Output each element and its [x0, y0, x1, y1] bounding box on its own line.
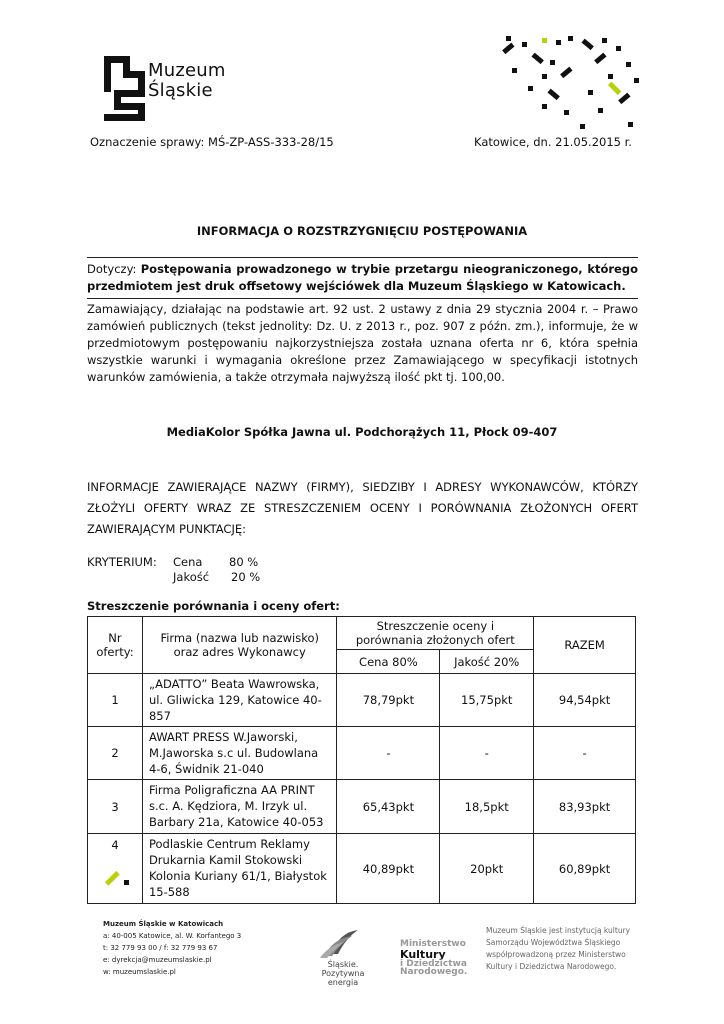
information-heading: INFORMACJE ZAWIERAJĄCE NAZWY (FIRMY), SIEDZIBY I ADRESY WYKONAWCÓW, KTÓRZY ZŁOŻYLI OFERTY WRAZ ZE STRESZCZENIEM OCENY I PORÓWNANIA ZŁOŻONYCH OFERT ZAWIERAJĄCYM PUNKTACJĘ:: [87, 480, 638, 536]
cell-firm: Podlaskie Centrum Reklamy Drukarnia Kamil Stokowski Kolonia Kuriany 61/1, Białystok 15-588: [142, 834, 337, 904]
regarding-text: Postępowania prowadzonego w trybie przetargu nieograniczonego, którego przedmiotem jest druk offsetowy wejściówek dla Muzeum Śląskiego w Katowicach.: [87, 262, 638, 293]
museum-logo-text: [148, 61, 226, 101]
ministry-line-2: Kultury: [400, 947, 446, 961]
note-line-3: współprowadzoną przez Ministerstwo: [486, 950, 626, 959]
footer-email[interactable]: e: dyrekcja@muzeumslaskie.pl: [103, 956, 212, 964]
cell-nr: 1: [88, 674, 143, 727]
note-line-1: Muzeum Śląskie jest instytucją kultury: [486, 926, 631, 935]
ministry-line-3: i Dziedzictwa: [400, 958, 467, 969]
cell-total: 94,54pkt: [534, 674, 636, 727]
logo-line-1: Muzeum: [148, 60, 226, 81]
logo-line-2: Śląskie: [148, 80, 213, 101]
slaskie-line-2: Pozytywna energia: [321, 969, 365, 987]
cell-quality: 18,5pkt: [440, 780, 534, 834]
cell-nr: 3: [88, 780, 143, 834]
slaskie-logo-icon: [316, 924, 366, 962]
cell-firm: „ADATTO” Beata Wawrowska, ul. Gliwicka 129, Katowice 40-857: [142, 674, 337, 727]
cell-price: 65,43pkt: [337, 780, 440, 834]
cell-nr: 2: [88, 727, 143, 780]
footer-institution-note: [486, 925, 630, 973]
cell-firm: Firma Poligraficzna AA PRINT s.c. A. Kędziora, M. Irzyk ul. Barbary 21a, Katowice 40-053: [142, 780, 337, 834]
cell-total: -: [534, 727, 636, 780]
criteria-label: KRYTERIUM:: [87, 555, 157, 569]
cell-quality: 20pkt: [440, 834, 534, 904]
regarding-block: [87, 257, 638, 299]
ministry-line-4: Narodowego.: [400, 967, 468, 977]
cell-firm: AWART PRESS W.Jaworski, M.Jaworska s.c ul. Budowlana 4-6, Świdnik 21-040: [142, 727, 337, 780]
cell-total: 83,93pkt: [534, 780, 636, 834]
table-header-row: [88, 617, 636, 650]
table-row: [88, 727, 636, 780]
footer-phone: t: 32 779 93 00 / f: 32 779 93 67: [103, 944, 218, 952]
table-row: [88, 674, 636, 727]
table-row: [88, 834, 636, 904]
footer-contact: [103, 918, 241, 978]
regarding-label: Dotyczy:: [87, 262, 137, 276]
criterion-value: 80 %: [229, 555, 259, 569]
table-row: [88, 780, 636, 834]
cell-price: -: [337, 727, 440, 780]
cell-quality: 15,75pkt: [440, 674, 534, 727]
decorative-pattern-icon: [498, 34, 644, 136]
cell-price: 40,89pkt: [337, 834, 440, 904]
footer-address: a: 40-005 Katowice, al. W. Korfantego 3: [103, 932, 242, 940]
summary-title: Streszczenie porównania i oceny ofert:: [87, 599, 340, 613]
header-nr: Nr oferty:: [88, 617, 143, 674]
cell-total: 60,89pkt: [534, 834, 636, 904]
header-price: Cena 80%: [337, 650, 440, 674]
footer-web[interactable]: w: muzeumslaskie.pl: [103, 968, 176, 976]
slaskie-logo-text: [308, 960, 378, 987]
case-reference: Oznaczenie sprawy: MŚ-ZP-ASS-333-28/15: [90, 135, 334, 149]
cell-nr: 4: [88, 834, 143, 904]
decorative-mark-icon: [100, 868, 136, 890]
cell-price: 78,79pkt: [337, 674, 440, 727]
cell-quality: -: [440, 727, 534, 780]
ministry-line-1: Ministerstwo: [400, 939, 466, 949]
decision-paragraph: Zamawiający, działając na podstawie art. 92 ust. 2 ustawy z dnia 29 stycznia 2004 r. – Prawo zamówień publicznych (tekst jednolity: Dz. U. z 2013 r., poz. 907 z późn. zm.), informuje, że w przedmiotowym postępowaniu najkorzystniejsza została uznana oferta nr 6, która spełnia wszystkie warunki i wymagania określone przez Zamawiającego w specyfikacji istotnych warunków zamówienia, a także otrzymała najwyższą ilość pkt tj. 100,00.: [87, 302, 638, 384]
criterion-value: 20 %: [231, 570, 261, 584]
document-date: Katowice, dn. 21.05.2015 r.: [474, 135, 632, 149]
header-group: Streszczenie oceny i porównania złożonych ofert: [337, 617, 534, 650]
document-title: INFORMACJA O ROZSTRZYGNIĘCIU POSTĘPOWANIA: [196, 224, 528, 238]
criterion-name: Cena: [173, 555, 203, 569]
header-quality: Jakość 20%: [440, 650, 534, 674]
header-firm: Firma (nazwa lub nazwisko) oraz adres Wykonawcy: [142, 617, 337, 674]
ministry-logo: [400, 940, 467, 977]
winning-offer: MediaKolor Spółka Jawna ul. Podchorążych 11, Płock 09-407: [166, 425, 558, 439]
footer-org-name: Muzeum Śląskie w Katowicach: [103, 920, 224, 928]
criterion-name: Jakość: [173, 570, 210, 584]
note-line-4: Kultury i Dziedzictwa Narodowego.: [486, 962, 617, 971]
note-line-2: Samorządu Województwa Śląskiego: [486, 938, 621, 947]
slaskie-line-1: Śląskie.: [327, 960, 359, 969]
offers-table: [87, 616, 636, 904]
header-total: RAZEM: [534, 617, 636, 674]
